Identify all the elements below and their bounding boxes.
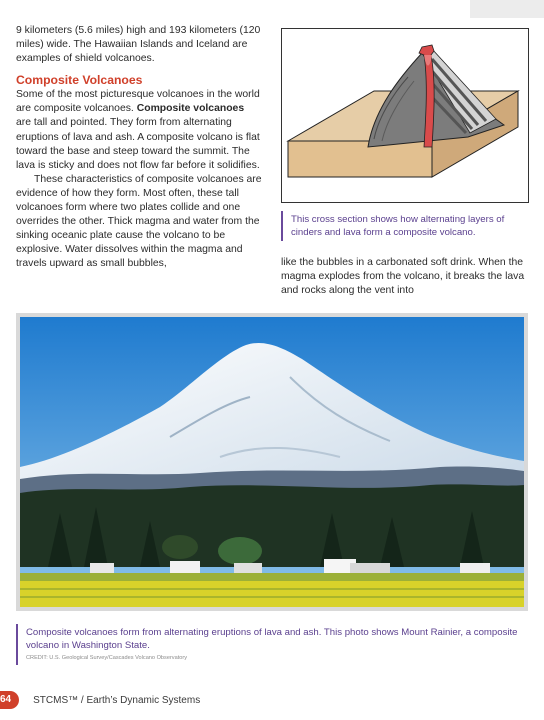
volcano-cross-section-diagram: [281, 28, 529, 203]
page-footer: [0, 690, 200, 710]
photo-caption: [16, 624, 528, 665]
bubbles-paragraph: like the bubbles in a carbonated soft drink. When the magma explodes from the volcano, it breaks the lava and rocks along the vent into: [281, 257, 525, 297]
page-number: 64: [0, 691, 19, 709]
p1-start: Some of the most picturesque volcanoes in the world are composite volcanoes.: [16, 89, 260, 115]
characteristics-paragraph: These characteristics of composite volcanoes are evidence of how they form. Most often, these tall volcanoes form where two plates collide and one overrides the other. Thick magma and water from the sinking oceanic plate cause the volcano to be explosive. Water dissolves within the magma and travels upward as small bubbles,: [16, 173, 262, 270]
photo-credit: CREDIT: U.S. Geological Survey/Cascades Volcano Observatory: [26, 655, 188, 662]
composite-paragraph: [16, 88, 262, 173]
left-text-column: [16, 24, 262, 272]
photo-caption-text: Composite volcanoes form from alternating eruptions of lava and ash. This photo shows Mount Rainier, a composite volcano in Washington State.: [26, 627, 518, 652]
p1-end: are tall and pointed. They form from alternating eruptions of lava and ash. A composite volcano is flat toward the base and steep toward the summit. The lava is sticky and does not flow far before it solidifies.: [16, 117, 260, 171]
intro-paragraph: 9 kilometers (5.6 miles) high and 193 kilometers (120 miles) wide. The Hawaiian Islands and Iceland are examples of shield volcanoes.: [16, 25, 261, 65]
right-text-column: [281, 256, 527, 298]
page-corner-tab: [470, 0, 544, 18]
key-term: Composite volcanoes: [136, 103, 245, 115]
diagram-caption: This cross section shows how alternating layers of cinders and lava form a composite volcano.: [281, 211, 527, 241]
mount-rainier-photo: [16, 313, 528, 611]
section-heading: Composite Volcanoes: [16, 73, 143, 88]
footer-title: STCMS™ / Earth’s Dynamic Systems: [33, 694, 201, 706]
